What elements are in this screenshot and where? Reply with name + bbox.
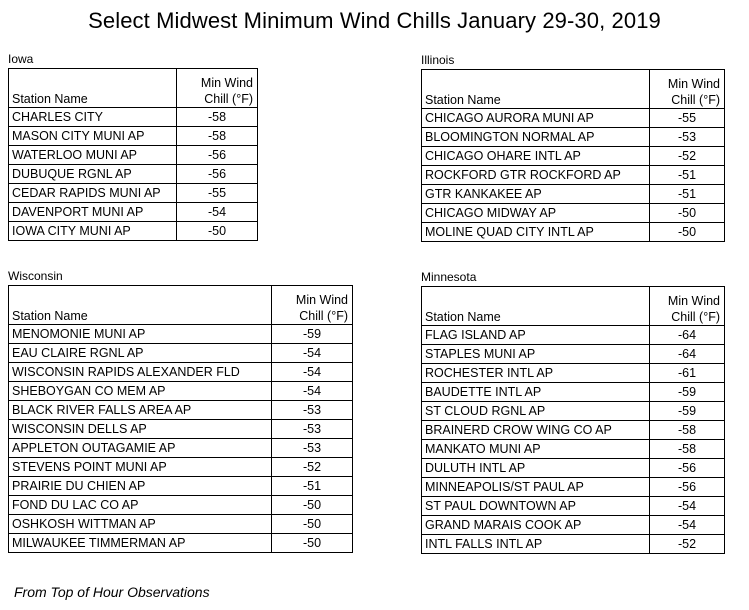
station-name-header: Station Name	[422, 287, 650, 326]
region-label: Wisconsin	[8, 269, 63, 283]
region-minnesota	[421, 270, 725, 554]
table-row	[9, 496, 353, 515]
station-name-cell: SHEBOYGAN CO MEM AP	[9, 382, 272, 401]
station-name-cell: ST PAUL DOWNTOWN AP	[422, 497, 650, 516]
station-name-cell: STEVENS POINT MUNI AP	[9, 458, 272, 477]
station-name-cell: WISCONSIN DELLS AP	[9, 420, 272, 439]
wind-chill-value-cell: -50	[650, 223, 725, 242]
table-header-row	[9, 69, 258, 108]
page-title: Select Midwest Minimum Wind Chills January 29-30, 2019	[88, 8, 661, 33]
wind-chill-value-cell: -54	[272, 382, 353, 401]
table-row	[422, 497, 725, 516]
station-name-cell: FOND DU LAC CO AP	[9, 496, 272, 515]
min-wind-chill-header: Min Wind Chill (°F)	[272, 286, 353, 325]
table-row	[9, 184, 258, 203]
wind-chill-value-cell: -56	[650, 478, 725, 497]
min-wind-chill-header: Min Wind Chill (°F)	[177, 69, 258, 108]
wind-chill-value-cell: -52	[272, 458, 353, 477]
station-name-cell: STAPLES MUNI AP	[422, 345, 650, 364]
wind-chill-table	[421, 69, 725, 242]
wind-chill-value-cell: -50	[272, 515, 353, 534]
table-row	[9, 127, 258, 146]
table-row	[422, 204, 725, 223]
table-row	[422, 345, 725, 364]
station-name-header: Station Name	[9, 69, 177, 108]
wind-chill-value-cell: -55	[177, 184, 258, 203]
wind-chill-value-cell: -54	[650, 516, 725, 535]
wind-chill-table	[8, 68, 258, 241]
wind-chill-value-cell: -59	[650, 402, 725, 421]
wind-chill-value-cell: -55	[650, 109, 725, 128]
region-wisconsin	[8, 269, 353, 553]
table-row	[9, 458, 353, 477]
table-row	[9, 325, 353, 344]
wind-chill-value-cell: -53	[272, 420, 353, 439]
station-name-cell: BRAINERD CROW WING CO AP	[422, 421, 650, 440]
wind-chill-value-cell: -51	[650, 166, 725, 185]
wind-chill-value-cell: -54	[650, 497, 725, 516]
table-row	[9, 382, 353, 401]
wind-chill-value-cell: -54	[177, 203, 258, 222]
table-row	[9, 401, 353, 420]
station-name-cell: WATERLOO MUNI AP	[9, 146, 177, 165]
wind-chill-value-cell: -56	[177, 146, 258, 165]
table-row	[9, 108, 258, 127]
wind-chill-value-cell: -50	[650, 204, 725, 223]
wind-chill-value-cell: -59	[272, 325, 353, 344]
table-row	[422, 166, 725, 185]
table-header-row	[422, 70, 725, 109]
station-name-header: Station Name	[422, 70, 650, 109]
wind-chill-value-cell: -58	[177, 127, 258, 146]
table-row	[9, 203, 258, 222]
region-label: Iowa	[8, 52, 34, 66]
wind-chill-value-cell: -52	[650, 535, 725, 554]
station-name-cell: CHICAGO OHARE INTL AP	[422, 147, 650, 166]
station-name-cell: CHICAGO MIDWAY AP	[422, 204, 650, 223]
station-name-cell: OSHKOSH WITTMAN AP	[9, 515, 272, 534]
station-name-cell: APPLETON OUTAGAMIE AP	[9, 439, 272, 458]
table-row	[422, 459, 725, 478]
table-row	[9, 439, 353, 458]
station-name-cell: CEDAR RAPIDS MUNI AP	[9, 184, 177, 203]
station-name-cell: DULUTH INTL AP	[422, 459, 650, 478]
station-name-cell: INTL FALLS INTL AP	[422, 535, 650, 554]
wind-chill-table	[421, 286, 725, 554]
station-name-cell: FLAG ISLAND AP	[422, 326, 650, 345]
station-name-cell: ROCKFORD GTR ROCKFORD AP	[422, 166, 650, 185]
wind-chill-value-cell: -59	[650, 383, 725, 402]
table-row	[422, 185, 725, 204]
station-name-cell: ROCHESTER INTL AP	[422, 364, 650, 383]
station-name-cell: CHARLES CITY	[9, 108, 177, 127]
table-header-row	[9, 286, 353, 325]
table-row	[422, 223, 725, 242]
table-row	[422, 147, 725, 166]
wind-chill-table	[8, 285, 353, 553]
region-label: Minnesota	[421, 270, 477, 284]
station-name-cell: MANKATO MUNI AP	[422, 440, 650, 459]
station-name-cell: MASON CITY MUNI AP	[9, 127, 177, 146]
wind-chill-value-cell: -51	[272, 477, 353, 496]
wind-chill-value-cell: -64	[650, 345, 725, 364]
station-name-cell: MENOMONIE MUNI AP	[9, 325, 272, 344]
wind-chill-value-cell: -53	[272, 439, 353, 458]
table-header-row	[422, 287, 725, 326]
wind-chill-value-cell: -54	[272, 363, 353, 382]
table-row	[422, 440, 725, 459]
table-row	[9, 146, 258, 165]
table-row	[422, 128, 725, 147]
wind-chill-value-cell: -50	[177, 222, 258, 241]
station-name-cell: MINNEAPOLIS/ST PAUL AP	[422, 478, 650, 497]
station-name-cell: CHICAGO AURORA MUNI AP	[422, 109, 650, 128]
table-row	[422, 402, 725, 421]
station-name-cell: BLACK RIVER FALLS AREA AP	[9, 401, 272, 420]
region-iowa	[8, 52, 258, 241]
table-row	[9, 165, 258, 184]
wind-chill-value-cell: -58	[650, 421, 725, 440]
table-row	[422, 421, 725, 440]
wind-chill-value-cell: -56	[177, 165, 258, 184]
table-row	[9, 477, 353, 496]
station-name-header: Station Name	[9, 286, 272, 325]
table-row	[9, 222, 258, 241]
wind-chill-value-cell: -53	[650, 128, 725, 147]
station-name-cell: GRAND MARAIS COOK AP	[422, 516, 650, 535]
wind-chill-value-cell: -54	[272, 344, 353, 363]
table-row	[9, 363, 353, 382]
wind-chill-value-cell: -53	[272, 401, 353, 420]
table-row	[9, 344, 353, 363]
table-row	[422, 516, 725, 535]
wind-chill-value-cell: -64	[650, 326, 725, 345]
wind-chill-value-cell: -51	[650, 185, 725, 204]
station-name-cell: GTR KANKAKEE AP	[422, 185, 650, 204]
station-name-cell: ST CLOUD RGNL AP	[422, 402, 650, 421]
station-name-cell: DAVENPORT MUNI AP	[9, 203, 177, 222]
station-name-cell: EAU CLAIRE RGNL AP	[9, 344, 272, 363]
station-name-cell: MOLINE QUAD CITY INTL AP	[422, 223, 650, 242]
table-row	[9, 420, 353, 439]
station-name-cell: BLOOMINGTON NORMAL AP	[422, 128, 650, 147]
station-name-cell: WISCONSIN RAPIDS ALEXANDER FLD	[9, 363, 272, 382]
station-name-cell: IOWA CITY MUNI AP	[9, 222, 177, 241]
min-wind-chill-header: Min Wind Chill (°F)	[650, 70, 725, 109]
table-row	[422, 383, 725, 402]
wind-chill-value-cell: -50	[272, 534, 353, 553]
table-row	[9, 534, 353, 553]
table-row	[422, 535, 725, 554]
region-illinois	[421, 53, 725, 242]
wind-chill-value-cell: -52	[650, 147, 725, 166]
footnote: From Top of Hour Observations	[14, 584, 210, 600]
wind-chill-value-cell: -58	[177, 108, 258, 127]
table-row	[422, 478, 725, 497]
wind-chill-value-cell: -61	[650, 364, 725, 383]
station-name-cell: BAUDETTE INTL AP	[422, 383, 650, 402]
table-row	[422, 326, 725, 345]
wind-chill-value-cell: -56	[650, 459, 725, 478]
wind-chill-value-cell: -50	[272, 496, 353, 515]
station-name-cell: MILWAUKEE TIMMERMAN AP	[9, 534, 272, 553]
table-row	[422, 364, 725, 383]
wind-chill-value-cell: -58	[650, 440, 725, 459]
region-label: Illinois	[421, 53, 455, 67]
table-row	[9, 515, 353, 534]
station-name-cell: PRAIRIE DU CHIEN AP	[9, 477, 272, 496]
station-name-cell: DUBUQUE RGNL AP	[9, 165, 177, 184]
table-row	[422, 109, 725, 128]
min-wind-chill-header: Min Wind Chill (°F)	[650, 287, 725, 326]
